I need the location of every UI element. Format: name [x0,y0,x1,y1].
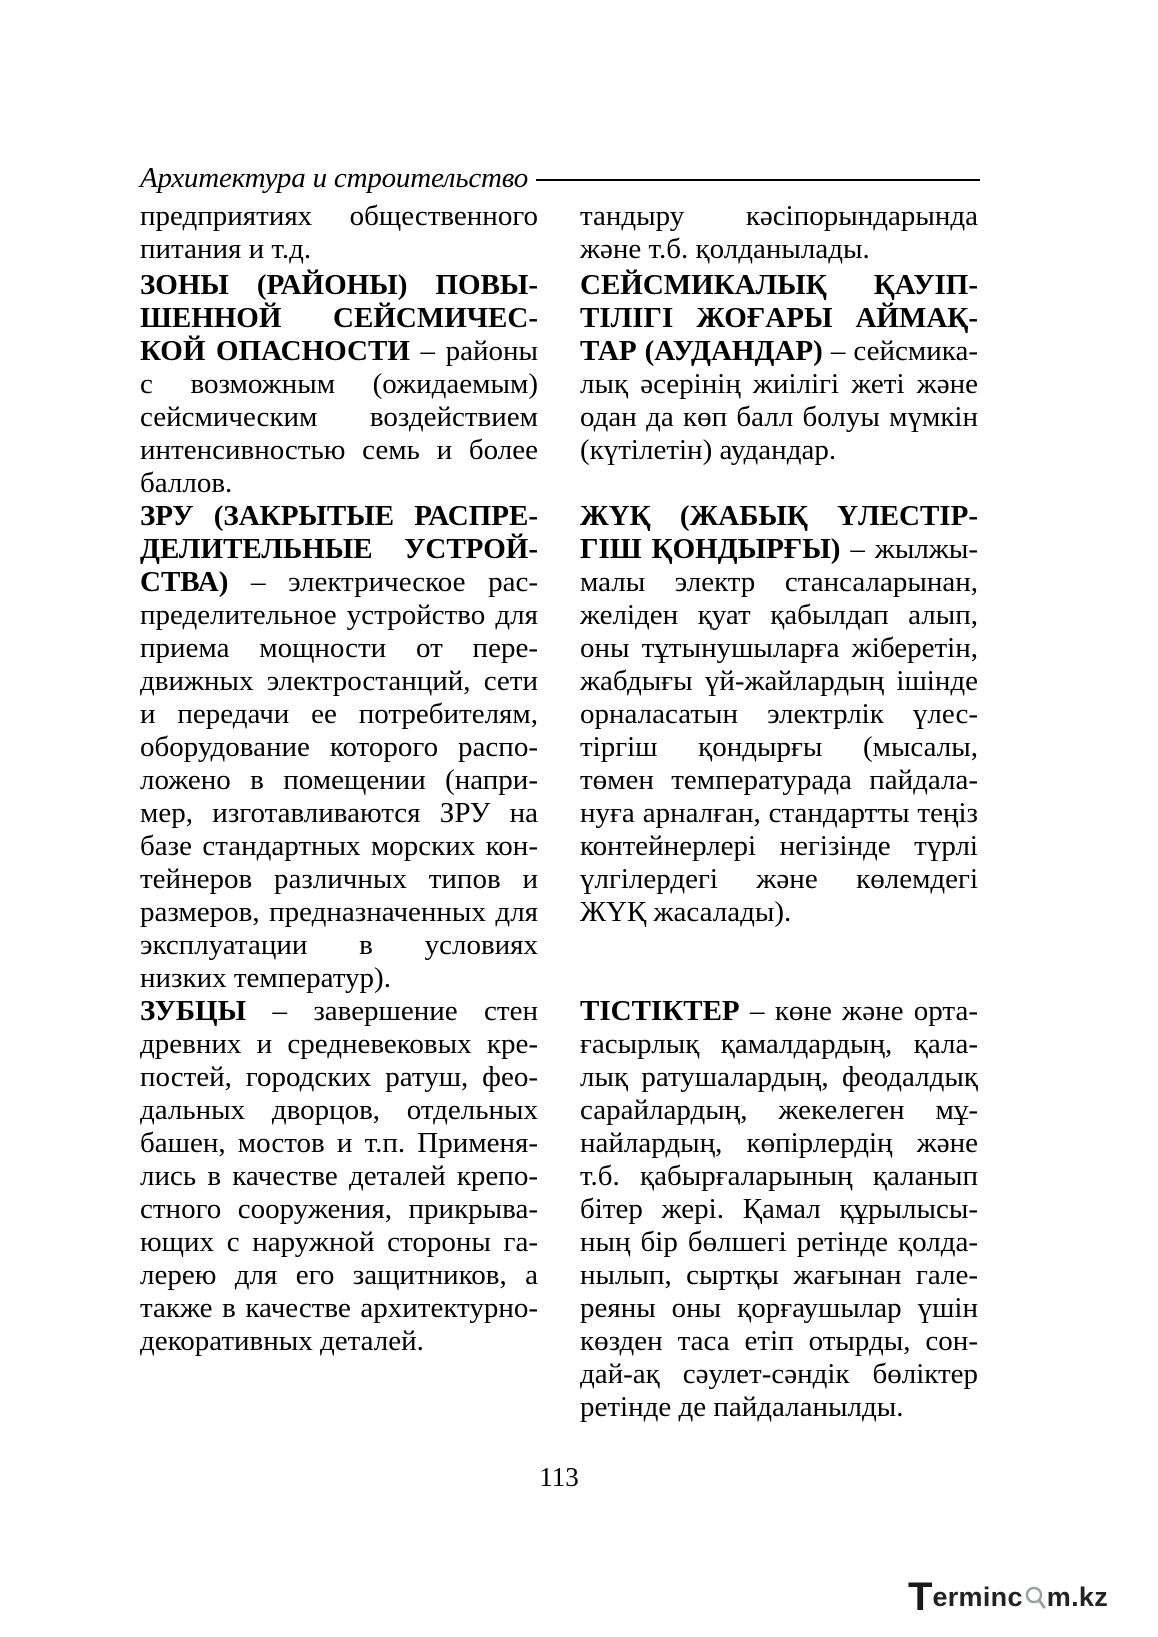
entry-continuation-left [140,200,538,266]
entry-term: ЗОНЫ (РАЙОНЫ) ПОВЫШЕННОЙ СЕЙСМИЧЕСКОЙ ОПАСНОСТИ [140,269,538,367]
entry-zru [140,500,538,995]
termincom-watermark [908,1577,1136,1617]
header-rule [536,179,980,181]
right-column [580,200,978,1424]
entry-body: – жылжымалы электр стансаларынан, желіден қуат қабылдап алып, оны тұтынушыларға жіберетін, жабдығы үй-жайлардың ішінде орналасатын электрлік үлестіргіш қондырғы (мысалы, төмен температурада пайдалануға арналған, стандартты теңіз контейнерлері негізінде түрлі үлгілердегі және көлемдегі ЖҮҚ жасалады). [580,533,978,928]
entry-body: – завершение стен древних и средневековых крепостей, городских ратуш, феодальных дворцов, отдельных башен, мостов и т.п. Применялись в качестве деталей крепостного сооружения, прикрывающих с наружной стороны галерею для его защитников, а также в качестве архитектурно-декоративных деталей. [140,995,538,1357]
entry-term: СЕЙСМИКАЛЫҚ ҚАУІПТІЛІГІ ЖОҒАРЫ АЙМАҚТАР (АУДАНДАР) [580,269,978,367]
entry-body: – районы с возможным (ожидаемым) сейсмическим воздействием интенсивностью семь и более баллов. [140,335,538,499]
entry-body: предприятиях общественного питания и т.д. [140,200,538,265]
entry-zhuk [580,500,978,929]
entry-tistikter [580,995,978,1424]
watermark-text-before: erminc [932,1581,1023,1612]
entry-term: ЖҮҚ (ЖАБЫҚ ҮЛЕСТІРГІШ ҚОНДЫРҒЫ) [580,500,978,565]
entry-body: – сейсмикалық әсерінің жиілігі жеті және одан да көп балл болуы мүмкін (күтілетін) аудандар. [580,335,978,466]
entry-body: тандыру кәсіпорындарында және т.б. қолданылады. [580,200,978,265]
entry-body: – электрическое распределительное устройство для приема мощности от передвижных электростанций, сети и передачи ее потребителям, оборудование которого расположено в помещении (например, изготавливаются ЗРУ на базе стандартных морских контейнеров различных типов и размеров, предназначенных для эксплуатации в условиях низких температур). [140,566,538,994]
watermark-letter: T [908,1575,933,1619]
watermark-text-after: m.kz [1046,1581,1109,1612]
entry-term: ТІСТІКТЕР [580,995,740,1027]
entry-term: ЗУБЦЫ [140,995,247,1027]
entry-body: – көне және ортағасырлық қамалдардың, қалалық ратушалардың, феодалдық сарайлардың, жекелеген мұнайлардың, көпірлердің және т.б. қабырғаларының қаланып бітер жері. Қамал құрылысының бір бөлшегі ретінде қолданылып, сыртқы жағынан галереяны оны қорғаушылар үшін көзден таса етіп отырды, сондай-ақ сәулет-сәндік бөліктер ретінде де пайдаланылды. [580,995,978,1423]
entry-term: ЗРУ (ЗАКРЫТЫЕ РАСПРЕДЕЛИТЕЛЬНЫЕ УСТРОЙСТВА) [140,500,538,598]
entry-zubcy [140,995,538,1358]
page-number [0,1462,1158,1493]
page-number-text: 113 [539,1462,579,1492]
entry-zony [140,269,538,500]
left-column [140,200,538,1358]
entry-continuation-right [580,200,978,266]
running-title: Архитектура и строительство [140,161,529,194]
magnifier-icon [1024,1584,1046,1610]
entry-seismic [580,269,978,467]
running-header [140,160,980,196]
